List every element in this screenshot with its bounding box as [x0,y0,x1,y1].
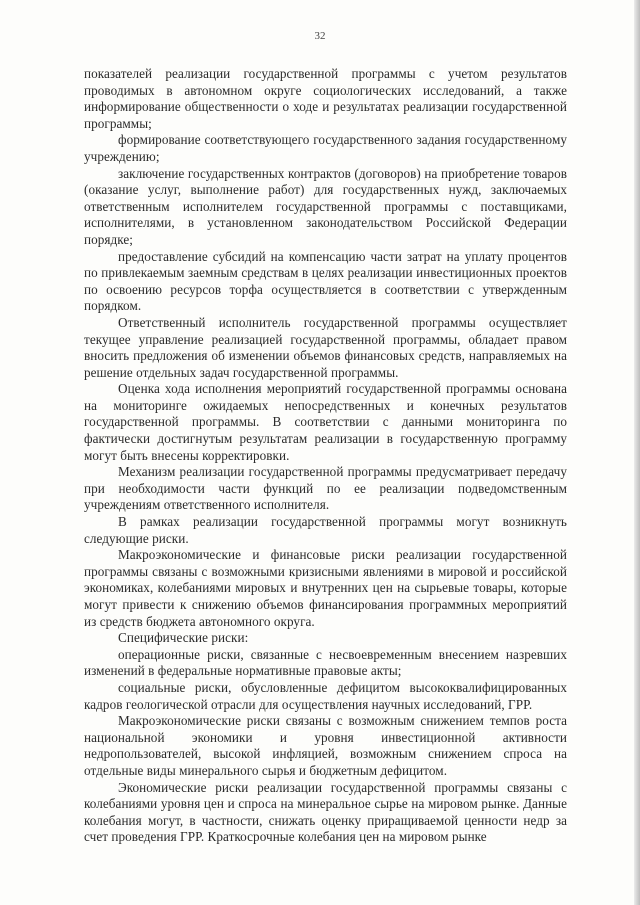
paragraph: Ответственный исполнитель государственной программы осуществляет текущее управление реализацией государственной программы, обладает правом вносить предложения об изменении объемов финансовых средств, направляемых на решение отдельных задач государственной программы. [84,314,567,380]
page-number: 32 [314,30,326,42]
paragraph: социальные риски, обусловленные дефицитом высококвалифицированных кадров геологической отрасли для осуществления научных исследований, ГРР. [84,679,567,712]
paragraph: Оценка хода исполнения мероприятий государственной программы основана на мониторинге ожидаемых непосредственных и конечных результатов государственной программы. В соответствии с данными мониторинга по фактически достигнутым результатам реализации в государственную программу могут быть внесены корректировки. [84,381,567,463]
paragraph: заключение государственных контрактов (договоров) на приобретение товаров (оказание услуг, выполнение работ) для государственных нужд, заключаемых ответственным исполнителем государственной программы с поставщиками, исполнителями, в установленном законодательством Российской Федерации порядке; [84,165,567,247]
document-body [84,66,567,846]
paragraph: операционные риски, связанные с несвоевременным внесением назревших изменений в федеральные нормативные правовые акты; [84,646,567,679]
paragraph: формирование соответствующего государственного задания государственному учреждению; [84,132,567,164]
paragraph: Макроэкономические и финансовые риски реализации государственной программы связаны с возможными кризисными явлениями в мировой и российской экономиках, колебаниями мировых и внутренних цен на сырьевые товары, которые могут привести к снижению объемов финансирования программных мероприятий из средств бюджета автономного округа. [84,547,567,629]
paragraph: Механизм реализации государственной программы предусматривает передачу при необходимости части функций по ее реализации подведомственным учреждениям ответственного исполнителя. [84,464,567,513]
scan-edge-shadow [634,0,640,905]
paragraph: Специфические риски: [118,630,249,646]
paragraph: Макроэкономические риски связаны с возможным снижением темпов роста национальной экономики и уровня инвестиционной активности недропользователей, высокой инфляцией, возможным снижением спроса на отдельные виды минерального сырья и бюджетным дефицитом. [84,713,567,778]
paragraph: Экономические риски реализации государственной программы связаны с колебаниями уровня цен и спроса на минеральное сырье на мировом рынке. Данные колебания могут, в частности, снижать оценку приращиваемой ценности недр за счет проведения ГРР. Краткосрочные колебания цен на мировом рынке [84,779,567,845]
paragraph: предоставление субсидий на компенсацию части затрат на уплату процентов по привлекаемым заемным средствам в целях реализации инвестиционных проектов по освоению ресурсов торфа осуществляется в соответствии с утвержденным порядком. [84,248,567,314]
paragraph: В рамках реализации государственной программы могут возникнуть следующие риски. [84,514,567,546]
paragraph: показателей реализации государственной программы с учетом результатов проводимых в автономном округе социологических исследований, а также информирование общественности о ходе и результатах реализации государственной программы; [84,66,567,131]
